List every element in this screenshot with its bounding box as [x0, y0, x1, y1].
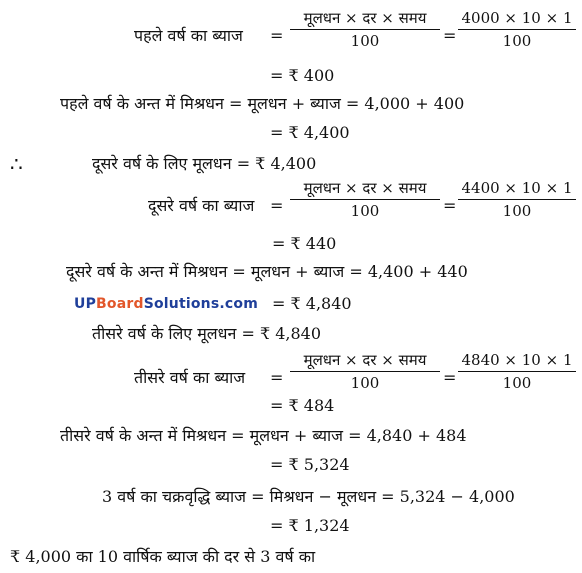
conclusion-line: ₹ 4,000 का 10 वार्षिक ब्याज की दर से 3 वर्ष का: [10, 547, 316, 566]
first-year-amount-line: पहले वर्ष के अन्त में मिश्रधन = मूलधन + ब्याज = 4,000 + 400: [60, 94, 465, 113]
interest-formula-fraction: [290, 350, 440, 393]
first-year-amount-result: = ₹ 4,400: [270, 123, 350, 142]
third-year-amount-line: तीसरे वर्ष के अन्त में मिश्रधन = मूलधन + ब्याज = 4,840 + 484: [60, 426, 467, 445]
equals-sign: =: [443, 368, 457, 387]
logo-board-text: Board: [96, 296, 144, 312]
third-year-interest-result: = ₹ 484: [270, 396, 335, 415]
upboardsolutions-watermark-logo: [74, 296, 258, 312]
fraction-numerator: 4400 × 10 × 1: [458, 178, 576, 200]
equals-sign: =: [270, 26, 284, 45]
fraction-numerator: मूलधन × दर × समय: [290, 178, 440, 200]
interest-formula-fraction: [290, 178, 440, 221]
third-year-principal-line: तीसरे वर्ष के लिए मूलधन = ₹ 4,840: [92, 324, 322, 343]
interest-value-fraction: [458, 350, 576, 393]
fraction-denominator: 100: [502, 374, 532, 392]
first-year-interest-result: = ₹ 400: [270, 66, 335, 85]
compound-interest-result: = ₹ 1,324: [270, 516, 350, 535]
equals-sign: =: [270, 368, 284, 387]
first-year-interest-label: पहले वर्ष का ब्याज: [134, 26, 243, 45]
equals-sign: =: [443, 26, 457, 45]
equals-sign: =: [270, 196, 284, 215]
fraction-denominator: 100: [350, 202, 380, 220]
third-year-amount-result: = ₹ 5,324: [270, 455, 350, 474]
fraction-numerator: मूलधन × दर × समय: [290, 8, 440, 30]
equals-sign: =: [443, 196, 457, 215]
fraction-denominator: 100: [350, 374, 380, 392]
interest-formula-fraction: [290, 8, 440, 51]
second-year-interest-label: दूसरे वर्ष का ब्याज: [148, 196, 255, 215]
second-year-amount-line: दूसरे वर्ष के अन्त में मिश्रधन = मूलधन + ब्याज = 4,400 + 440: [66, 262, 468, 281]
second-year-principal-line: दूसरे वर्ष के लिए मूलधन = ₹ 4,400: [92, 154, 317, 173]
fraction-denominator: 100: [350, 32, 380, 50]
fraction-numerator: 4000 × 10 × 1: [458, 8, 576, 30]
compound-interest-line: 3 वर्ष का चक्रवृद्धि ब्याज = मिश्रधन − मूलधन = 5,324 − 4,000: [102, 487, 515, 506]
third-year-interest-label: तीसरे वर्ष का ब्याज: [134, 368, 246, 387]
fraction-numerator: 4840 × 10 × 1: [458, 350, 576, 372]
interest-value-fraction: [458, 8, 576, 51]
fraction-numerator: मूलधन × दर × समय: [290, 350, 440, 372]
interest-value-fraction: [458, 178, 576, 221]
second-year-amount-result: = ₹ 4,840: [272, 294, 352, 313]
therefore-symbol: ∴: [10, 152, 23, 176]
fraction-denominator: 100: [502, 202, 532, 220]
fraction-denominator: 100: [502, 32, 532, 50]
logo-solutions-text: Solutions.com: [143, 296, 259, 312]
logo-up-text: UP: [74, 296, 97, 312]
second-year-interest-result: = ₹ 440: [272, 234, 337, 253]
